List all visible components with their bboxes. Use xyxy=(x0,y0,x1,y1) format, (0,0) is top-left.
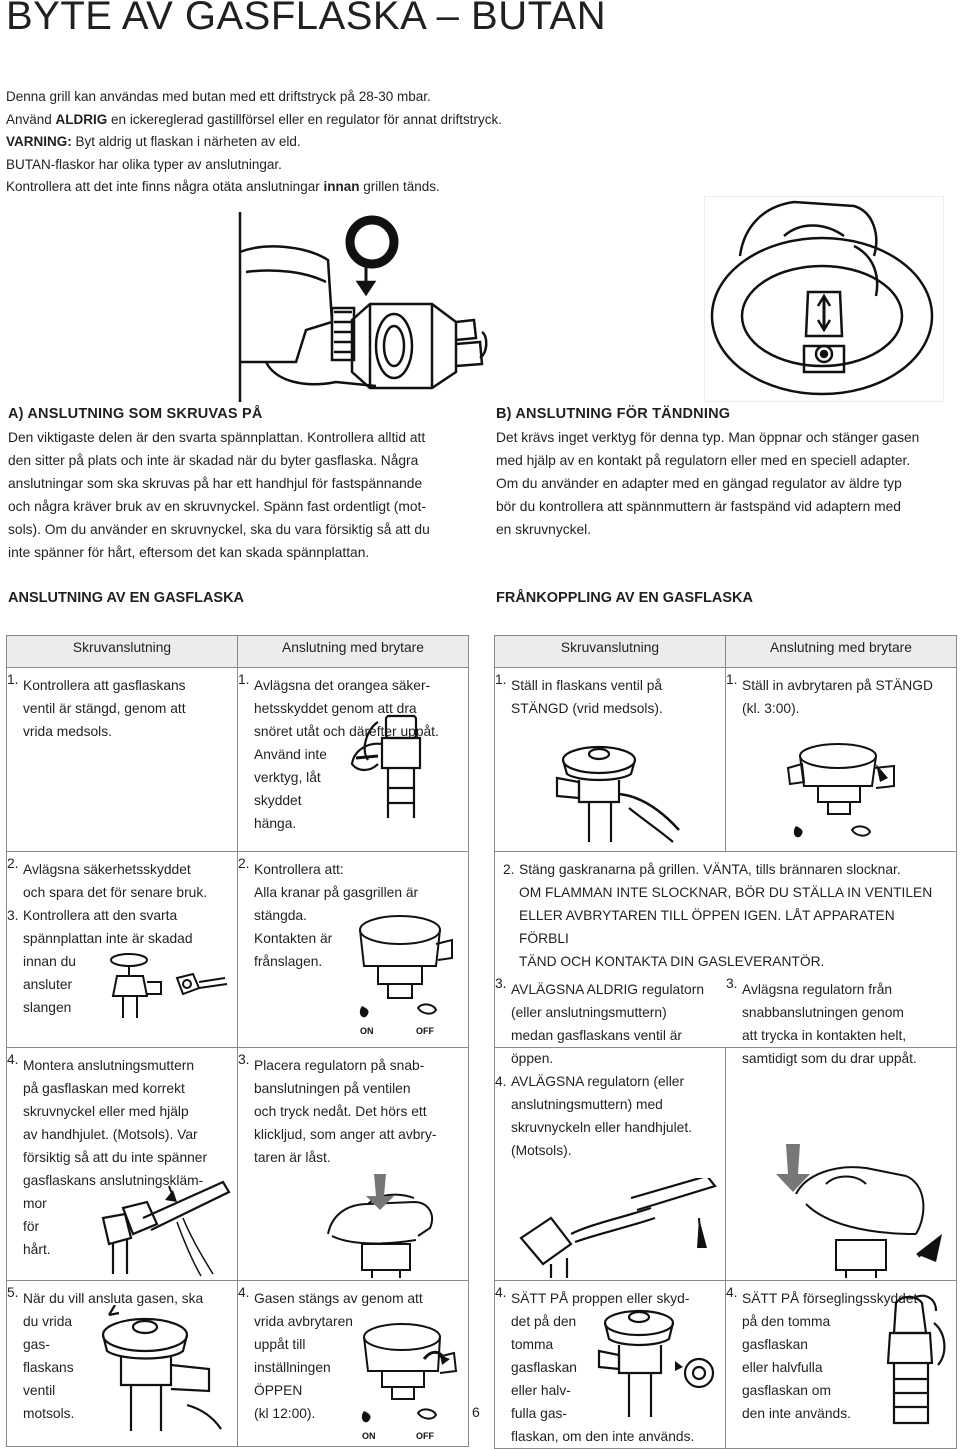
connect-table xyxy=(6,635,469,1447)
safety-cap-illustration xyxy=(348,708,458,828)
on-label: ON xyxy=(362,1431,376,1441)
disconnect-step-3-screw: 3. AVLÄGSNA ALDRIG regulatorn (eller anslutningsmuttern) medan gasflaskans ventil är öppen. xyxy=(495,976,704,1066)
section-a-heading: A) ANSLUTNING SOM SKRUVAS PÅ xyxy=(8,406,263,422)
disconnect-step-3-switch: 3. Avlägsna regulatorn från snabbanslutningen genom att trycka in kontakten helt, samtidigt som du drar uppåt. xyxy=(726,976,917,1066)
table-cell xyxy=(495,976,726,1281)
intro-text xyxy=(6,86,502,199)
table-cell xyxy=(495,668,726,852)
screw-connection-illustration xyxy=(236,212,488,402)
step-3-screw: 3. Kontrollera att den svarta spännplattan inte är skadad innan du ansluter slangen xyxy=(7,908,193,1015)
table-cell xyxy=(238,1048,469,1281)
disconnect-heading: FRÅNKOPPLING AV EN GASFLASKA xyxy=(496,590,753,606)
hand-pulling-regulator-illustration xyxy=(766,1144,946,1278)
disconnect-step-4-seal: 4. SÄTT PÅ förseglingsskyddet på den tomma gasflaskan eller halvfulla gasflaskan om den inte används. xyxy=(726,1285,918,1421)
table-cell xyxy=(7,1048,238,1281)
column-header: Anslutning med brytare xyxy=(726,636,957,668)
table-cell xyxy=(726,1281,957,1449)
disconnect-step-4-cap: 4. SÄTT PÅ proppen eller skyd- det på den tomma gasflaskan eller halv- fulla gas- flaskan, om den inte används. xyxy=(495,1285,695,1444)
regulator-closed-illustration xyxy=(784,738,904,848)
valve-and-hose-illustration xyxy=(103,952,229,1024)
section-b-text: Det krävs inget verktyg för denna typ. Man öppnar och stänger gasen med hjälp av en kontakt på regulatorn eller med en speciell adapter. Om du använder en adapter med en gängad regulator av äldre typ bör du kontrollera att spännmuttern är fastspänd vid adaptern med en skruvnyckel. xyxy=(496,430,920,537)
plug-cap-illustration xyxy=(595,1301,723,1421)
off-label: OFF xyxy=(416,1431,434,1441)
wrench-illustration xyxy=(73,1178,233,1278)
table-cell xyxy=(7,668,238,852)
connect-heading: ANSLUTNING AV EN GASFLASKA xyxy=(8,590,245,606)
disconnect-step-1-screw: 1. Ställ in flaskans ventil på STÄNGD (vrid medsols). xyxy=(495,672,663,716)
step-4-screw: 4. Montera anslutningsmuttern på gasflaskan med korrekt skruvnyckel eller med hjälp av handhjulet. (Motsols). Var försiktig så att du inte spänner gasflaskans anslutningskläm- mor för hårt. xyxy=(7,1052,208,1257)
disconnect-step-4-screw: 4. AVLÄGSNA regulatorn (eller anslutningsmuttern) med skruvnyckeln eller handhjulet. (Motsols). xyxy=(495,1074,692,1158)
column-header: Skruvanslutning xyxy=(7,636,238,668)
step-4-switch: 4. Gasen stängs av genom att vrida avbrytaren uppåt till inställningen ÖPPEN (kl 12:00). xyxy=(238,1285,423,1421)
table-cell xyxy=(238,1281,469,1447)
table-cell xyxy=(7,1281,238,1447)
intro-line: Använd ALDRIG en ickereglerad gastillförsel eller en regulator för annat driftstryck. xyxy=(6,111,502,127)
close-valve-illustration xyxy=(549,738,689,846)
page-number: 6 xyxy=(472,1404,480,1420)
step-1-switch: 1. Avlägsna det orangea säker- hetsskyddet genom att dra snöret utåt och därefter uppåt. Använd inte verktyg, låt skyddet hänga. xyxy=(238,672,439,831)
column-header: Skruvanslutning xyxy=(495,636,726,668)
intro-line: BUTAN-flaskor har olika typer av anslutningar. xyxy=(6,156,282,172)
table-cell xyxy=(495,1281,726,1449)
open-valve-illustration xyxy=(91,1305,231,1435)
disconnect-step-1-switch: 1. Ställ in avbrytaren på STÄNGD (kl. 3:00). xyxy=(726,672,933,716)
step-2-screw: 2. Avlägsna säkerhetsskyddet och spara det för senare bruk. xyxy=(7,856,208,900)
step-3-switch: 3. Placera regulatorn på snab- banslutningen på ventilen och tryck nedåt. Det hörs ett klickljud, som anger att avbry- taren är låst. xyxy=(238,1052,437,1165)
step-2-switch: 2. Kontrollera att: Alla kranar på gasgrillen är stängda. Kontakten är frånslagen. xyxy=(238,856,419,969)
section-a-text: Den viktigaste delen är den svarta spännplattan. Kontrollera alltid att den sitter på plats och inte är skadad när du byter gasflaska. Några anslutningar som ska skruvas på har ett handhjul för fastspännande och några kräver bruk av en skruvnyckel. Spänn fast ordentligt (mot- sols). Om du använder en skruvnyckel, ska du vara försiktig så att du inte spänner för hårt, eftersom det kan skada spännplattan. xyxy=(8,430,430,560)
off-label: OFF xyxy=(416,1026,434,1036)
intro-line: Denna grill kan användas med butan med ett driftstryck på 28-30 mbar. xyxy=(6,89,431,104)
step-1-screw: 1. Kontrollera att gasflaskans ventil är stängd, genom att vrida medsols. xyxy=(7,672,186,739)
regulator-open-illustration xyxy=(352,1319,462,1443)
intro-warning: VARNING: Byt aldrig ut flaskan i närheten av eld. xyxy=(6,134,301,149)
wrench-removal-illustration xyxy=(511,1178,721,1278)
column-header: Anslutning med brytare xyxy=(238,636,469,668)
table-cell xyxy=(7,852,238,1048)
disconnect-step-2: 2. Stäng gaskranarna på grillen. VÄNTA, tills brännaren slocknar. OM FLAMMAN INTE SLOCKNAR, BÖR DU STÄLLA IN VENTILEN ELLER AVBRYTAREN TILL ÖPPEN IGEN. LÅT APPARATEN FÖRBLI TÄND OCH KONTAKTA DIN GASLEVERANTÖR. xyxy=(503,862,933,969)
disconnect-table xyxy=(494,635,957,1449)
click-connection-illustration xyxy=(704,196,944,402)
seal-cap-illustration xyxy=(876,1293,952,1433)
table-cell xyxy=(726,668,957,852)
intro-line: Kontrollera att det inte finns några otäta anslutningar innan grillen tänds. xyxy=(6,179,440,194)
section-b-heading: B) ANSLUTNING FÖR TÄNDNING xyxy=(496,406,731,422)
table-cell xyxy=(238,668,469,852)
hand-pressing-regulator-illustration xyxy=(318,1174,458,1278)
on-label: ON xyxy=(360,1026,374,1036)
table-cell xyxy=(726,976,957,1281)
regulator-off-illustration xyxy=(348,910,458,1038)
page-title: BYTE AV GASFLASKA – BUTAN xyxy=(6,0,607,38)
table-cell xyxy=(238,852,469,1048)
section-a xyxy=(8,406,478,564)
section-b xyxy=(496,406,956,541)
step-5-screw: 5. När du vill ansluta gasen, ska du vrida gas- flaskans ventil motsols. xyxy=(7,1285,204,1421)
